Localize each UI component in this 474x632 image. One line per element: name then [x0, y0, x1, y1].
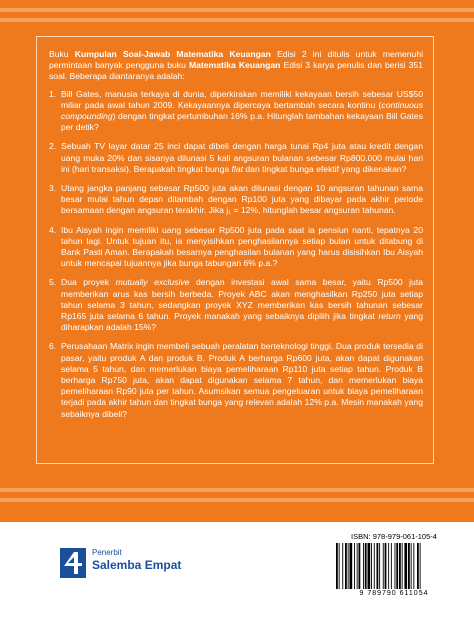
question-item [49, 89, 423, 134]
decorative-stripe [0, 8, 474, 12]
question-text: Perusahaan Matrix ingin membeli sebuah peralatan berteknologi tinggi. Dua produk tersedia di pasar, yaitu produk A dan produk B. Produk A berharga Rp600 juta, akan dapat digunakan selama 5 tahun, dan memerlukan biaya pemeliharaan Rp110 juta setiap tahun. Produk B berharga Rp750 juta, akan dapat digunakan selama 7 tahun, dan memerlukan biaya pemeliharaan Rp90 juta per tahun. Asumsikan semua pengeluaran untuk biaya pemeliharaan terjadi pada akhir tahun dan tingkat bunga yang relevan adalah 12% p.a. Mesin manakah yang sebaiknya dibeli? [61, 341, 423, 419]
book-title: Matematika Keuangan [188, 60, 281, 71]
barcode-icon [334, 543, 454, 589]
question-item [49, 341, 423, 419]
isbn-label: ISBN: 978-979-061-105-4 [351, 532, 437, 541]
intro-text: Buku [49, 49, 75, 59]
question-text: Sebuah TV layar datar 25 inci dapat dibeli dengan harga tunai Rp4 juta atau kredit dengan uang muka 20% dan sisanya dilunasi 5 kali angsuran bulanan sebesar Rp800.000 mulai hari ini (hari transaksi). Berapakah tingkat bunga flat dan tingkat bunga efektif yang dikenakan? [61, 141, 423, 174]
question-item [49, 225, 423, 270]
question-number: 4. [49, 224, 57, 235]
question-number: 3. [49, 183, 57, 194]
intro-paragraph [49, 49, 423, 83]
question-number: 5. [49, 277, 57, 288]
question-item [49, 141, 423, 175]
decorative-stripe [0, 498, 474, 502]
question-text: Ibu Aisyah ingin memiliki uang sebesar Rp500 juta pada saat ia pensiun nanti, tepatnya 20 tahun lagi. Untuk tujuan itu, ia menyisihkan penghasilannya setiap bulan untuk ditabung di Bank Pasti Aman. Berapakah besarnya penghasilan bulanan yang harus disisihkan Ibu Aisyah untuk mencapai tujuannya jika bunga tabungan 6% p.a.? [61, 224, 423, 269]
barcode-digits: 9 789790 611054 [359, 590, 429, 597]
decorative-stripe [0, 18, 474, 22]
question-item [49, 183, 423, 217]
question-number: 2. [49, 141, 57, 152]
publisher-name [92, 548, 181, 572]
blurb-panel [36, 36, 434, 464]
question-text: Utang jangka panjang sebesar Rp500 juta akan dilunasi dengan 10 angsuran tahunan sama besar mulai tahun depan ditambah dengan Rp100 juta yang dibayar pada akhir periode bersamaan dengan angsuran terakhir. Jika j₁ = 12%, hitunglah besar angsuran tahunan. [61, 183, 423, 216]
book-title: Kumpulan Soal-Jawab Matematika Keuangan [74, 49, 271, 59]
publisher-logo-icon [60, 548, 86, 578]
publisher-label: Penerbit [92, 548, 122, 557]
intro-text: Edisi 3 karya penulis dan berisi 351 soal. Beberapa diantaranya adalah: [49, 60, 423, 82]
publisher-title: Salemba Empat [92, 558, 182, 572]
intro-text: Edisi 2 ini ditulis untuk memenuhi permintaan banyak pengguna buku [49, 49, 424, 71]
question-text: Bill Gates, manusia terkaya di dunia, diperkirakan memiliki kekayaan bersih sebesar US$50 miliar pada awal tahun 2009. Kekayaannya dipercaya bertambah secara kontinu (continuous compounding) dengan tingkat pertumbuhan 16% p.a. Hitunglah tambahan kekayaan Bill Gates per detik? [61, 88, 423, 133]
question-number: 1. [49, 88, 57, 99]
question-number: 6. [49, 341, 57, 352]
decorative-stripe [0, 488, 474, 492]
question-item [49, 277, 423, 333]
isbn-block [334, 532, 454, 597]
question-text: Dua proyek mutually exclusive dengan investasi awal sama besar, yaitu Rp500 juta memberikan arus kas bersih berbeda. Proyek ABC akan menghasilkan Rp250 juta setiap tahun selama 3 tahun, sedangkan proyek XYZ memberikan kas bersih tahunan sebesar Rp165 juta selama 6 tahun. Proyek manakah yang sebaiknya dipilih jika tingkat return yang diharapkan adalah 15%? [61, 277, 424, 333]
